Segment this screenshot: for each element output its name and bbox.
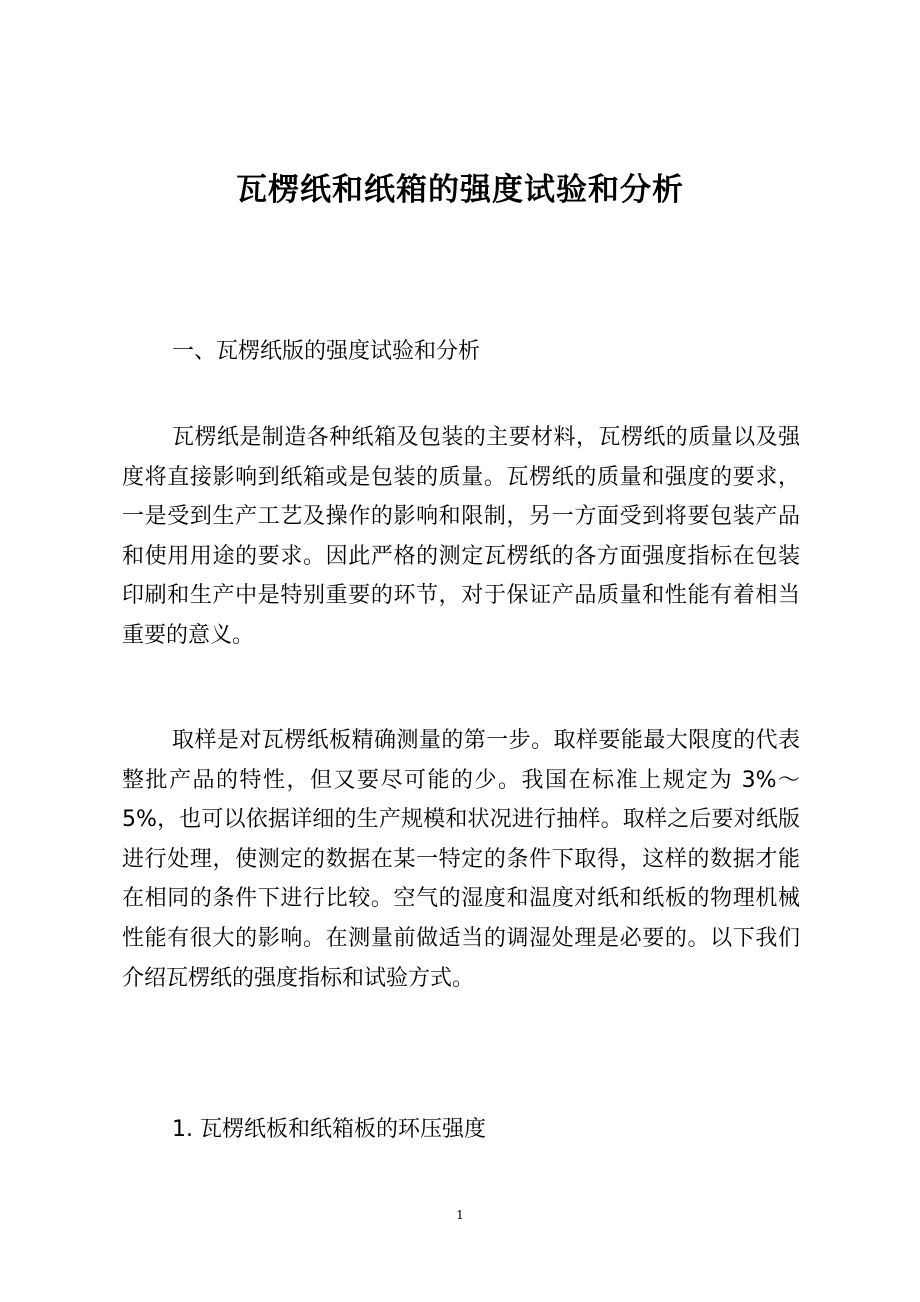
page-number: 1 [456, 1208, 464, 1222]
body-paragraph-1: 瓦楞纸是制造各种纸箱及包装的主要材料，瓦楞纸的质量以及强度将直接影响到纸箱或是包装的质量。瓦楞纸的质量和强度的要求，一是受到生产工艺及操作的影响和限制，另一方面受到将要包装产品和使用用途的要求。因此严格的测定瓦楞纸的各方面强度指标在包装印刷和生产中是特别重要的环节，对于保证产品质量和性能有着相当重要的意义。 [122, 425, 800, 648]
document-title: 瓦楞纸和纸箱的强度试验和分析 [236, 172, 684, 208]
subsection-heading: 1. 瓦楞纸板和纸箱板的环压强度 [172, 1117, 486, 1142]
body-paragraph-2: 取样是对瓦楞纸板精确测量的第一步。取样要能最大限度的代表整批产品的特性，但又要尽可能的少。我国在标准上规定为 3%～5%，也可以依据详细的生产规模和状况进行抽样。取样之后要对纸版进行处理，使测定的数据在某一特定的条件下取得，这样的数据才能在相同的条件下进行比较。空气的湿度和温度对纸和纸板的物理机械性能有很大的影响。在测量前做适当的调湿处理是必要的。以下我们介绍瓦楞纸的强度指标和试验方式。 [122, 728, 800, 991]
section-heading: 一、瓦楞纸版的强度试验和分析 [172, 339, 481, 364]
